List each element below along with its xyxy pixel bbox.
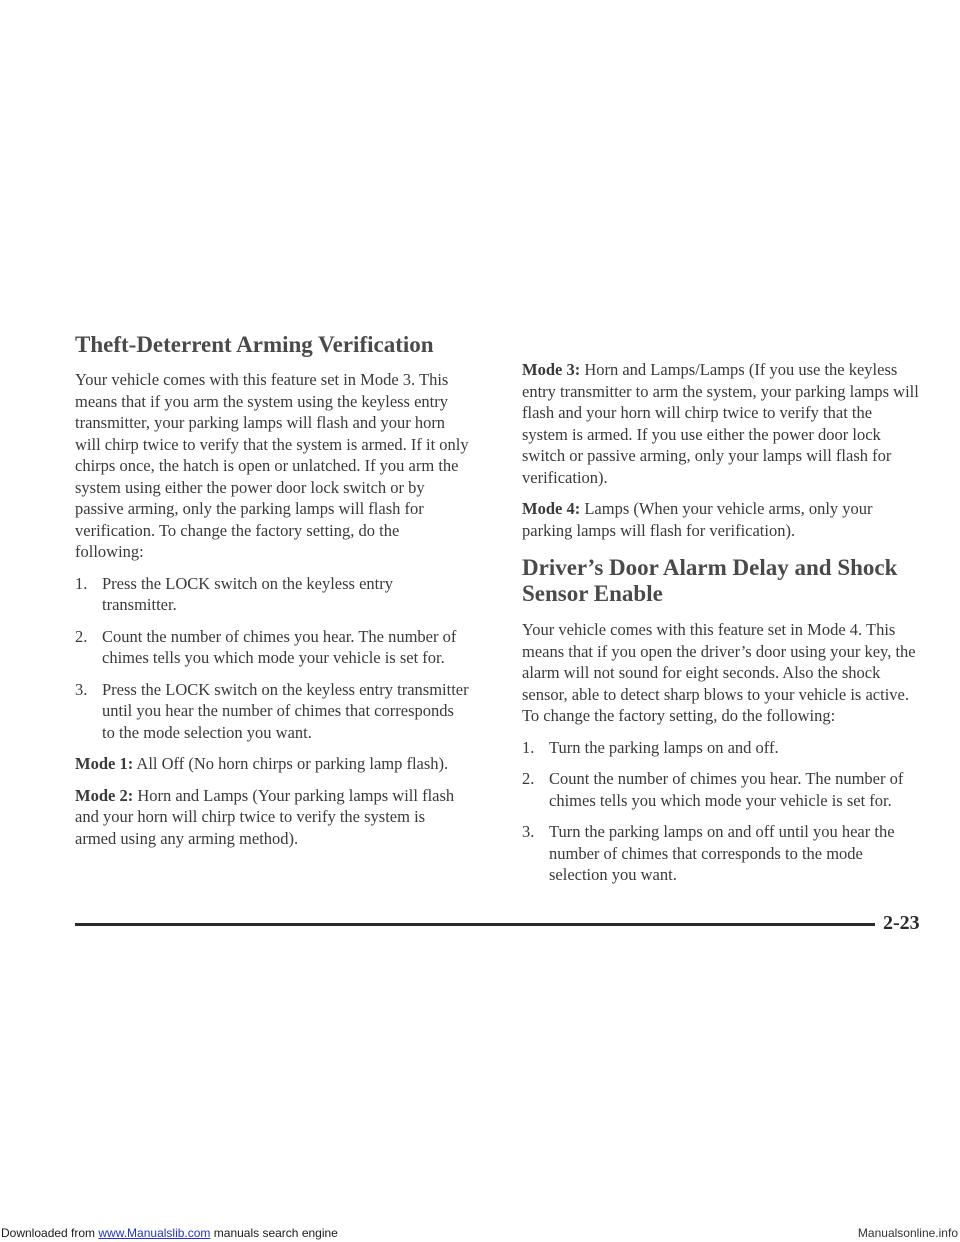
mode-label: Mode 1: bbox=[75, 754, 134, 773]
download-banner bbox=[0, 1224, 960, 1242]
step-number: 1. bbox=[75, 573, 88, 593]
mode-1-paragraph bbox=[75, 753, 469, 775]
step-number: 1. bbox=[522, 737, 535, 757]
mode-label: Mode 3: bbox=[522, 360, 581, 379]
mode-text: All Off (No horn chirps or parking lamp flash). bbox=[133, 754, 449, 773]
mode-4-paragraph bbox=[522, 498, 922, 541]
mode-text: Horn and Lamps (Your parking lamps will flash and your horn will chirp twice to verify the system is armed using any arming method). bbox=[75, 785, 455, 848]
mode-label: Mode 4: bbox=[522, 499, 581, 518]
banner-left bbox=[1, 1224, 338, 1242]
mode-label: Mode 2: bbox=[75, 785, 134, 805]
list-item bbox=[522, 821, 922, 886]
step-text: Count the number of chimes you hear. The number of chimes tells you which mode your vehicle is set for. bbox=[549, 769, 904, 810]
mode-3-paragraph bbox=[522, 359, 922, 488]
step-number: 2. bbox=[522, 769, 535, 788]
footer-rule bbox=[75, 923, 875, 926]
mode-text: Horn and Lamps/Lamps (If you use the keyless entry transmitter to arm the system, your parking lamps will flash and your horn will chirp twice to verify that the system is armed. If you use either the power door lock switch or passive arming, only your lamps will flash for verification). bbox=[522, 360, 919, 487]
mode-text: Lamps (When your vehicle arms, only your parking lamps will flash for verification). bbox=[522, 499, 873, 540]
step-number: 3. bbox=[75, 679, 88, 699]
step-text: Turn the parking lamps on and off. bbox=[549, 737, 779, 757]
list-item bbox=[522, 768, 922, 811]
banner-prefix: Downloaded from bbox=[1, 1226, 99, 1240]
step-text: Press the LOCK switch on the keyless entry transmitter. bbox=[102, 573, 393, 614]
door-alarm-steps-list bbox=[522, 737, 922, 886]
section-heading-arming-verification: Theft-Deterrent Arming Verification bbox=[75, 332, 434, 357]
list-item bbox=[75, 626, 469, 669]
step-text: Count the number of chimes you hear. The number of chimes tells you which mode your vehicle is set for. bbox=[102, 626, 457, 667]
mode-2-paragraph bbox=[75, 785, 469, 850]
list-item bbox=[75, 679, 469, 744]
page-number: 2-23 bbox=[883, 912, 920, 934]
manualsonline-watermark: Manualsonline.info bbox=[857, 1226, 958, 1240]
manualslib-link[interactable]: www.Manualslib.com bbox=[98, 1226, 211, 1240]
section-heading-door-alarm-delay: Driver’s Door Alarm Delay and Shock Sensor Enable bbox=[522, 555, 898, 606]
step-text: Turn the parking lamps on and off until you hear the number of chimes that corresponds to the mode selection you want. bbox=[549, 822, 895, 884]
door-alarm-intro: Your vehicle comes with this feature set in Mode 4. This means that if you open the driver’s door using your key, the alarm will not sound for eight seconds. Also the shock sensor, able to detect sharp blows to your vehicle is active. To change the factory setting, do the following: bbox=[522, 620, 916, 725]
step-text: Press the LOCK switch on the keyless entry transmitter until you hear the number of chimes that corresponds to the mode selection you want. bbox=[102, 679, 469, 742]
list-item bbox=[522, 737, 922, 759]
banner-suffix: manuals search engine bbox=[210, 1226, 338, 1240]
arming-verification-intro: Your vehicle comes with this feature set in Mode 3. This means that if you arm the system using the keyless entry transmitter, your parking lamps will flash and your horn will chirp twice to verify that the system is armed. If it only chirps once, the hatch is open or unlatched. If you arm the system using either the power door lock switch or by passive arming, only the parking lamps will flash for verification. To change the factory setting, do the following: bbox=[75, 370, 469, 561]
step-number: 2. bbox=[75, 626, 88, 646]
left-column bbox=[75, 332, 469, 859]
arming-steps-list bbox=[75, 573, 469, 744]
right-column bbox=[522, 359, 922, 896]
list-item bbox=[75, 573, 469, 616]
step-number: 3. bbox=[522, 822, 535, 841]
